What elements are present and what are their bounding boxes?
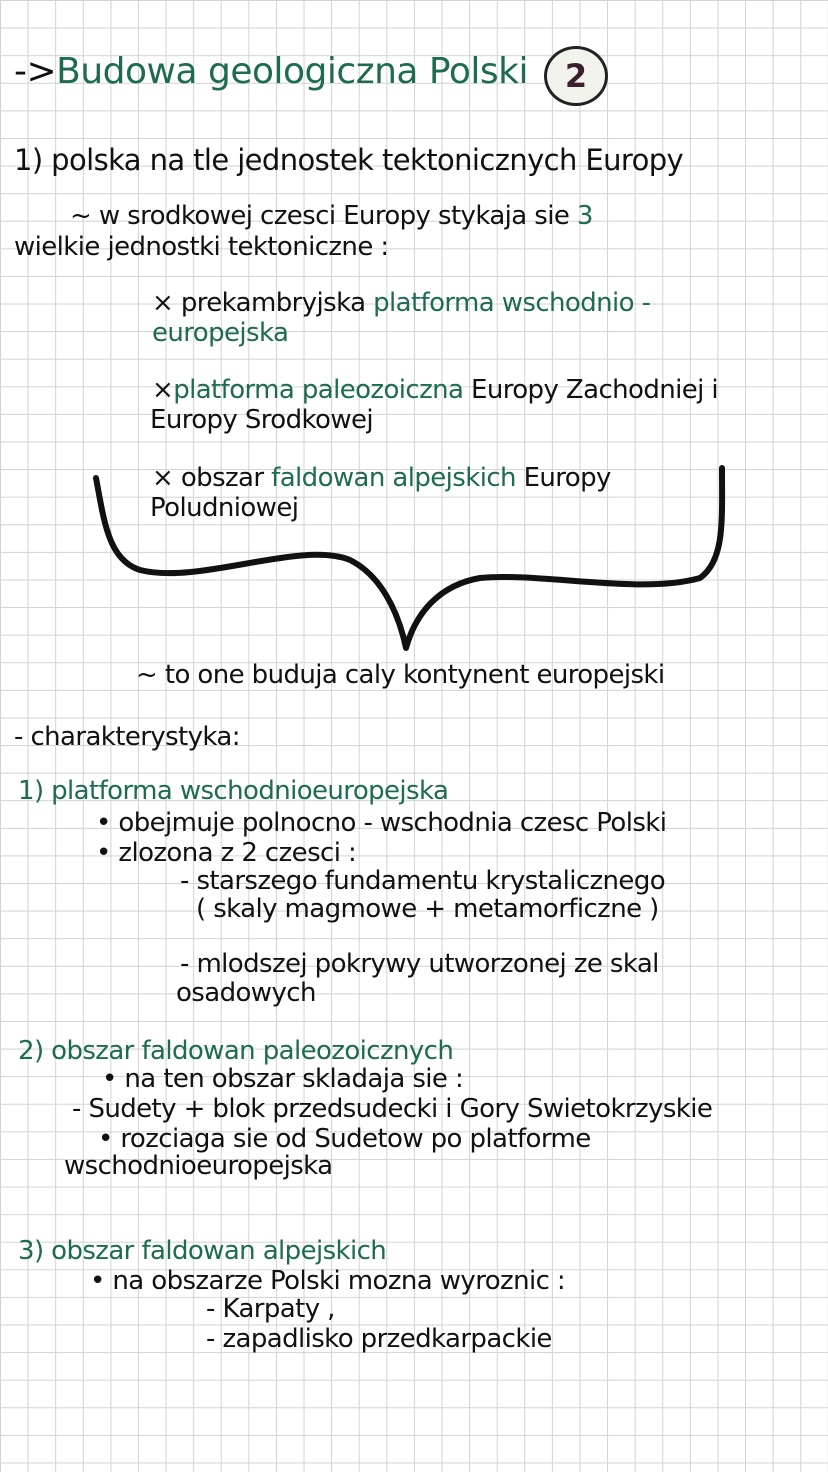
part3-title: 3) obszar faldowan alpejskich <box>18 1236 387 1266</box>
section1-intro-line1: ~ w srodkowej czesci Europy stykaja sie 3 <box>70 201 593 231</box>
part3-line2: - Karpaty , <box>206 1294 335 1324</box>
item-3-line1: × obszar faldowan alpejskich Europy <box>152 463 611 493</box>
item-1-line1: × prekambryjska platforma wschodnio - <box>152 288 651 318</box>
part2-line3: • rozciaga sie od Sudetow po platforme <box>98 1124 591 1154</box>
part1-line6: osadowych <box>176 978 316 1008</box>
part3-line3: - zapadlisko przedkarpackie <box>206 1324 552 1354</box>
page-number-badge: 2 <box>544 46 608 106</box>
part2-line1: • na ten obszar skladaja sie : <box>102 1064 464 1094</box>
part1-line4: ( skaly magmowe + metamorficzne ) <box>196 894 659 924</box>
part2-line4: wschodnioeuropejska <box>64 1151 333 1181</box>
part2-line2: - Sudety + blok przedsudecki i Gory Swietokrzyskie <box>72 1094 713 1124</box>
curly-brace-icon <box>0 0 828 680</box>
part1-line3: - starszego fundamentu krystalicznego <box>180 866 666 896</box>
characteristics-heading: - charakterystyka: <box>14 722 240 752</box>
part1-line1: • obejmuje polnocno - wschodnia czesc Polski <box>96 808 667 838</box>
part3-line1: • na obszarze Polski mozna wyroznic : <box>90 1266 566 1296</box>
part2-title: 2) obszar faldowan paleozoicznych <box>18 1036 454 1066</box>
part1-line2: • zlozona z 2 czesci : <box>96 838 357 868</box>
item-3-line2: Poludniowej <box>150 493 299 523</box>
part1-line5: - mlodszej pokrywy utworzonej ze skal <box>180 949 659 979</box>
item-1-line2: europejska <box>152 318 289 348</box>
item-2-line1: ×platforma paleozoiczna Europy Zachodniej i <box>152 375 719 405</box>
title-text: Budowa geologiczna Polski <box>56 51 528 92</box>
item-2-line2: Europy Srodkowej <box>150 405 374 435</box>
arrow-icon: -> <box>14 51 57 92</box>
section1-intro-line2: wielkie jednostki tektoniczne : <box>14 232 389 262</box>
section1-heading: 1) polska na tle jednostek tektonicznych Europy <box>14 143 684 177</box>
part1-title: 1) platforma wschodnioeuropejska <box>18 776 449 806</box>
section1-conclusion: ~ to one buduja caly kontynent europejski <box>136 660 665 690</box>
